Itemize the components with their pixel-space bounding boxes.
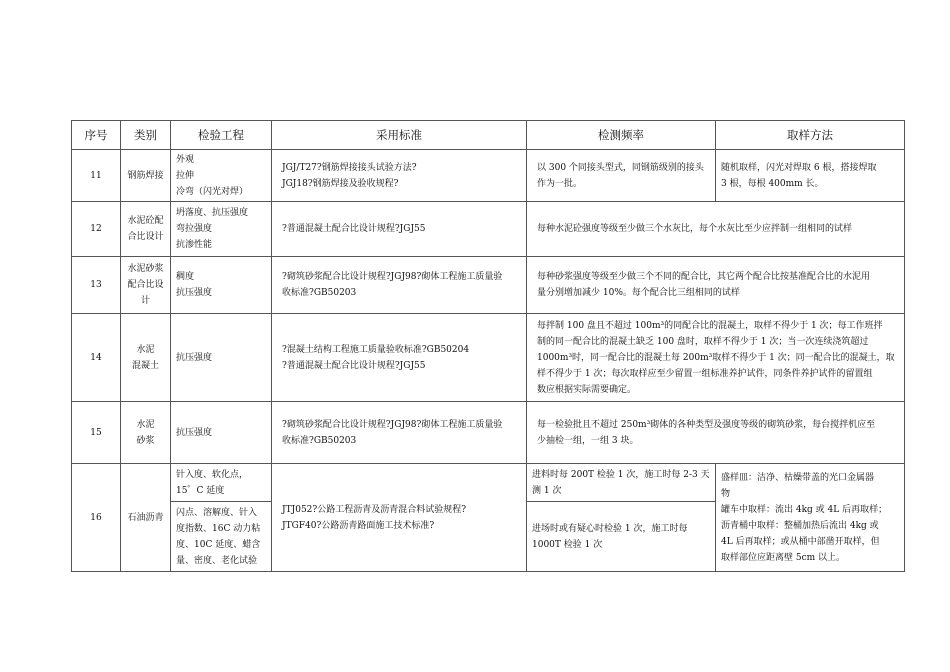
row-no: 15: [72, 402, 121, 464]
table-row: [72, 402, 905, 464]
row-standard: ?混凝土结构工程施工质量验收标准?GB50204 ?普通混凝土配合比设计规程?JGJ55: [272, 314, 527, 402]
row-category: 水泥 混凝土: [121, 314, 171, 402]
row-no: 13: [72, 257, 121, 314]
header-row: [72, 121, 905, 150]
row-items: 闪点、溶解度、针入 度指数、16C 动力粘 度、10C 延度、蜡含 量、密度、老化试验: [171, 502, 272, 572]
table-row: [72, 202, 905, 257]
row-frequency: 每一检验批且不超过 250m³砌体的各种类型及强度等级的砌筑砂浆，每台搅拌机应至 少抽检一组，一组 3 块。: [527, 402, 905, 464]
header-standard: 采用标准: [272, 121, 527, 150]
row-frequency: 以 300 个同接头型式，同钢筋级别的接头 作为一批。: [527, 150, 716, 202]
row-standard: ?砌筑砂浆配合比设计规程?JGJ98?砌体工程施工质量验 收标准?GB50203: [272, 402, 527, 464]
row-no: 14: [72, 314, 121, 402]
row-category: 水泥砂浆 配合比设 计: [121, 257, 171, 314]
header-frequency: 检测频率: [527, 121, 716, 150]
table-row: [72, 150, 905, 202]
row-category: 钢筋焊接: [121, 150, 171, 202]
row-items: 外观 拉伸 冷弯（闪光对焊）: [171, 150, 272, 202]
row-standard: JTJ052?公路工程沥青及沥青混合料试验规程? JTGF40?公路沥青路面施工技术标准?: [272, 464, 527, 572]
row-sampling: 盛样皿：洁净、枯燥带盖的光口金属器 物 罐车中取样：流出 4kg 或 4L 后再取样； 沥青桶中取样：整桶加热后流出 4kg 或 4L 后再取样；或从桶中部凿开取样，但 取样部位应距离壁 5cm 以上。: [716, 464, 905, 572]
header-items: 检验工程: [171, 121, 272, 150]
row-items: 坍落度、抗压强度 弯拉强度 抗渗性能: [171, 202, 272, 257]
row-items: 稠度 抗压强度: [171, 257, 272, 314]
table-row: [72, 314, 905, 402]
row-frequency: 每种水泥砼强度等级至少做三个水灰比，每个水灰比至少应拌制一组相同的试样: [527, 202, 905, 257]
header-category: 类别: [121, 121, 171, 150]
header-sampling: 取样方法: [716, 121, 905, 150]
row-items: 针入度、软化点， 15゜C 延度: [171, 464, 272, 502]
row-no: 12: [72, 202, 121, 257]
header-no: 序号: [72, 121, 121, 150]
row-standard: ?砌筑砂浆配合比设计规程?JGJ98?砌体工程施工质量验 收标准?GB50203: [272, 257, 527, 314]
row-frequency: 进料时每 200T 检验 1 次，施工时每 2-3 天 测 1 次: [527, 464, 716, 502]
row-items: 抗压强度: [171, 402, 272, 464]
row-no: 11: [72, 150, 121, 202]
row-sampling: 随机取样，闪光对焊取 6 根，搭接焊取 3 根，每根 400mm 长。: [716, 150, 905, 202]
row-category: 石油沥青: [121, 464, 171, 572]
row-items: 抗压强度: [171, 314, 272, 402]
row-frequency: 每拌制 100 盘且不超过 100m³的同配合比的混凝土，取样不得少于 1 次；每工作班拌 制的同一配合比的混凝土缺乏 100 盘时，取样不得少于 1 次；当一次连续浇筑超过 1000m³时，同一配合比的混凝土每 200m³取样不得少于 1 次；同一配合比的混凝土，取 样不得少于 1 次；每次取样应至少留置一组标准养护试件，同条件养护试件的留置组 数应根据实际需要确定。: [527, 314, 905, 402]
row-frequency: 每种砂浆强度等级至少做三个不同的配合比，其它两个配合比按基准配合比的水泥用 量分别增加减少 10%。每个配合比三组相同的试样: [527, 257, 905, 314]
table-row: [72, 257, 905, 314]
row-frequency: 进场时或有疑心时检验 1 次，施工时每 1000T 检验 1 次: [527, 502, 716, 572]
row-category: 水泥砼配 合比设计: [121, 202, 171, 257]
table-row: [72, 464, 905, 502]
row-no: 16: [72, 464, 121, 572]
spec-table: [71, 120, 905, 572]
row-standard: JGJ/T27?钢筋焊接接头试验方法? JGJ18?钢筋焊接及验收规程?: [272, 150, 527, 202]
row-category: 水泥 砂浆: [121, 402, 171, 464]
row-standard: ?普通混凝土配合比设计规程?JGJ55: [272, 202, 527, 257]
